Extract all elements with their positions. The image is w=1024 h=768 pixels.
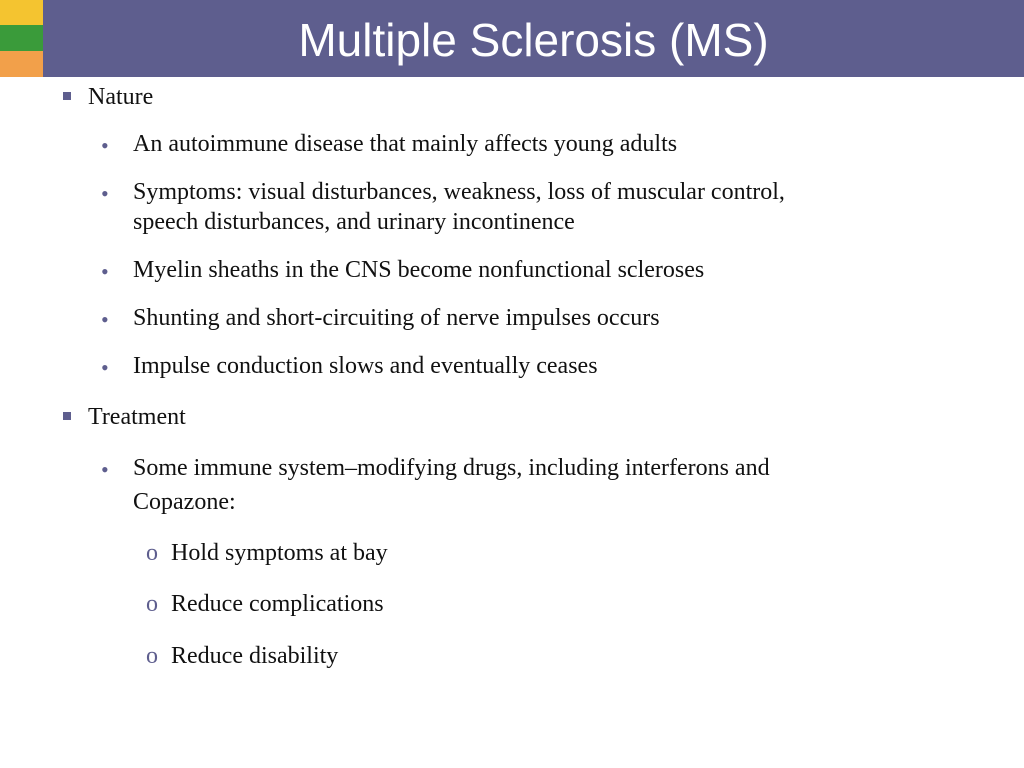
list-item-continuation: speech disturbances, and urinary incontinence [133,209,575,235]
list-item: Shunting and short-circuiting of nerve impulses occurs [133,305,660,331]
section-heading: Nature [88,84,154,110]
round-bullet-icon: • [101,133,109,158]
round-bullet-icon: • [101,355,109,380]
section-heading: Treatment [88,404,186,430]
round-bullet-icon: • [101,181,109,206]
list-item: Impulse conduction slows and eventually ceases [133,353,598,379]
round-bullet-icon: • [101,457,109,482]
sub-list-item: Hold symptoms at bay [171,540,388,566]
o-bullet-icon: o [146,540,158,566]
square-bullet-icon [63,412,71,420]
list-item: Some immune system–modifying drugs, including interferons and [133,455,770,481]
round-bullet-icon: • [101,259,109,284]
list-item: An autoimmune disease that mainly affects young adults [133,131,678,157]
list-item-continuation: Copazone: [133,489,236,515]
round-bullet-icon: • [101,307,109,332]
slide-title: Multiple Sclerosis (MS) [298,14,769,66]
sub-list-item: Reduce complications [171,591,384,617]
o-bullet-icon: o [146,591,158,617]
o-bullet-icon: o [146,643,158,669]
list-item: Myelin sheaths in the CNS become nonfunctional scleroses [133,257,705,283]
square-bullet-icon [63,92,71,100]
sub-list-item: Reduce disability [171,643,339,669]
list-item: Symptoms: visual disturbances, weakness, loss of muscular control, [133,179,785,205]
